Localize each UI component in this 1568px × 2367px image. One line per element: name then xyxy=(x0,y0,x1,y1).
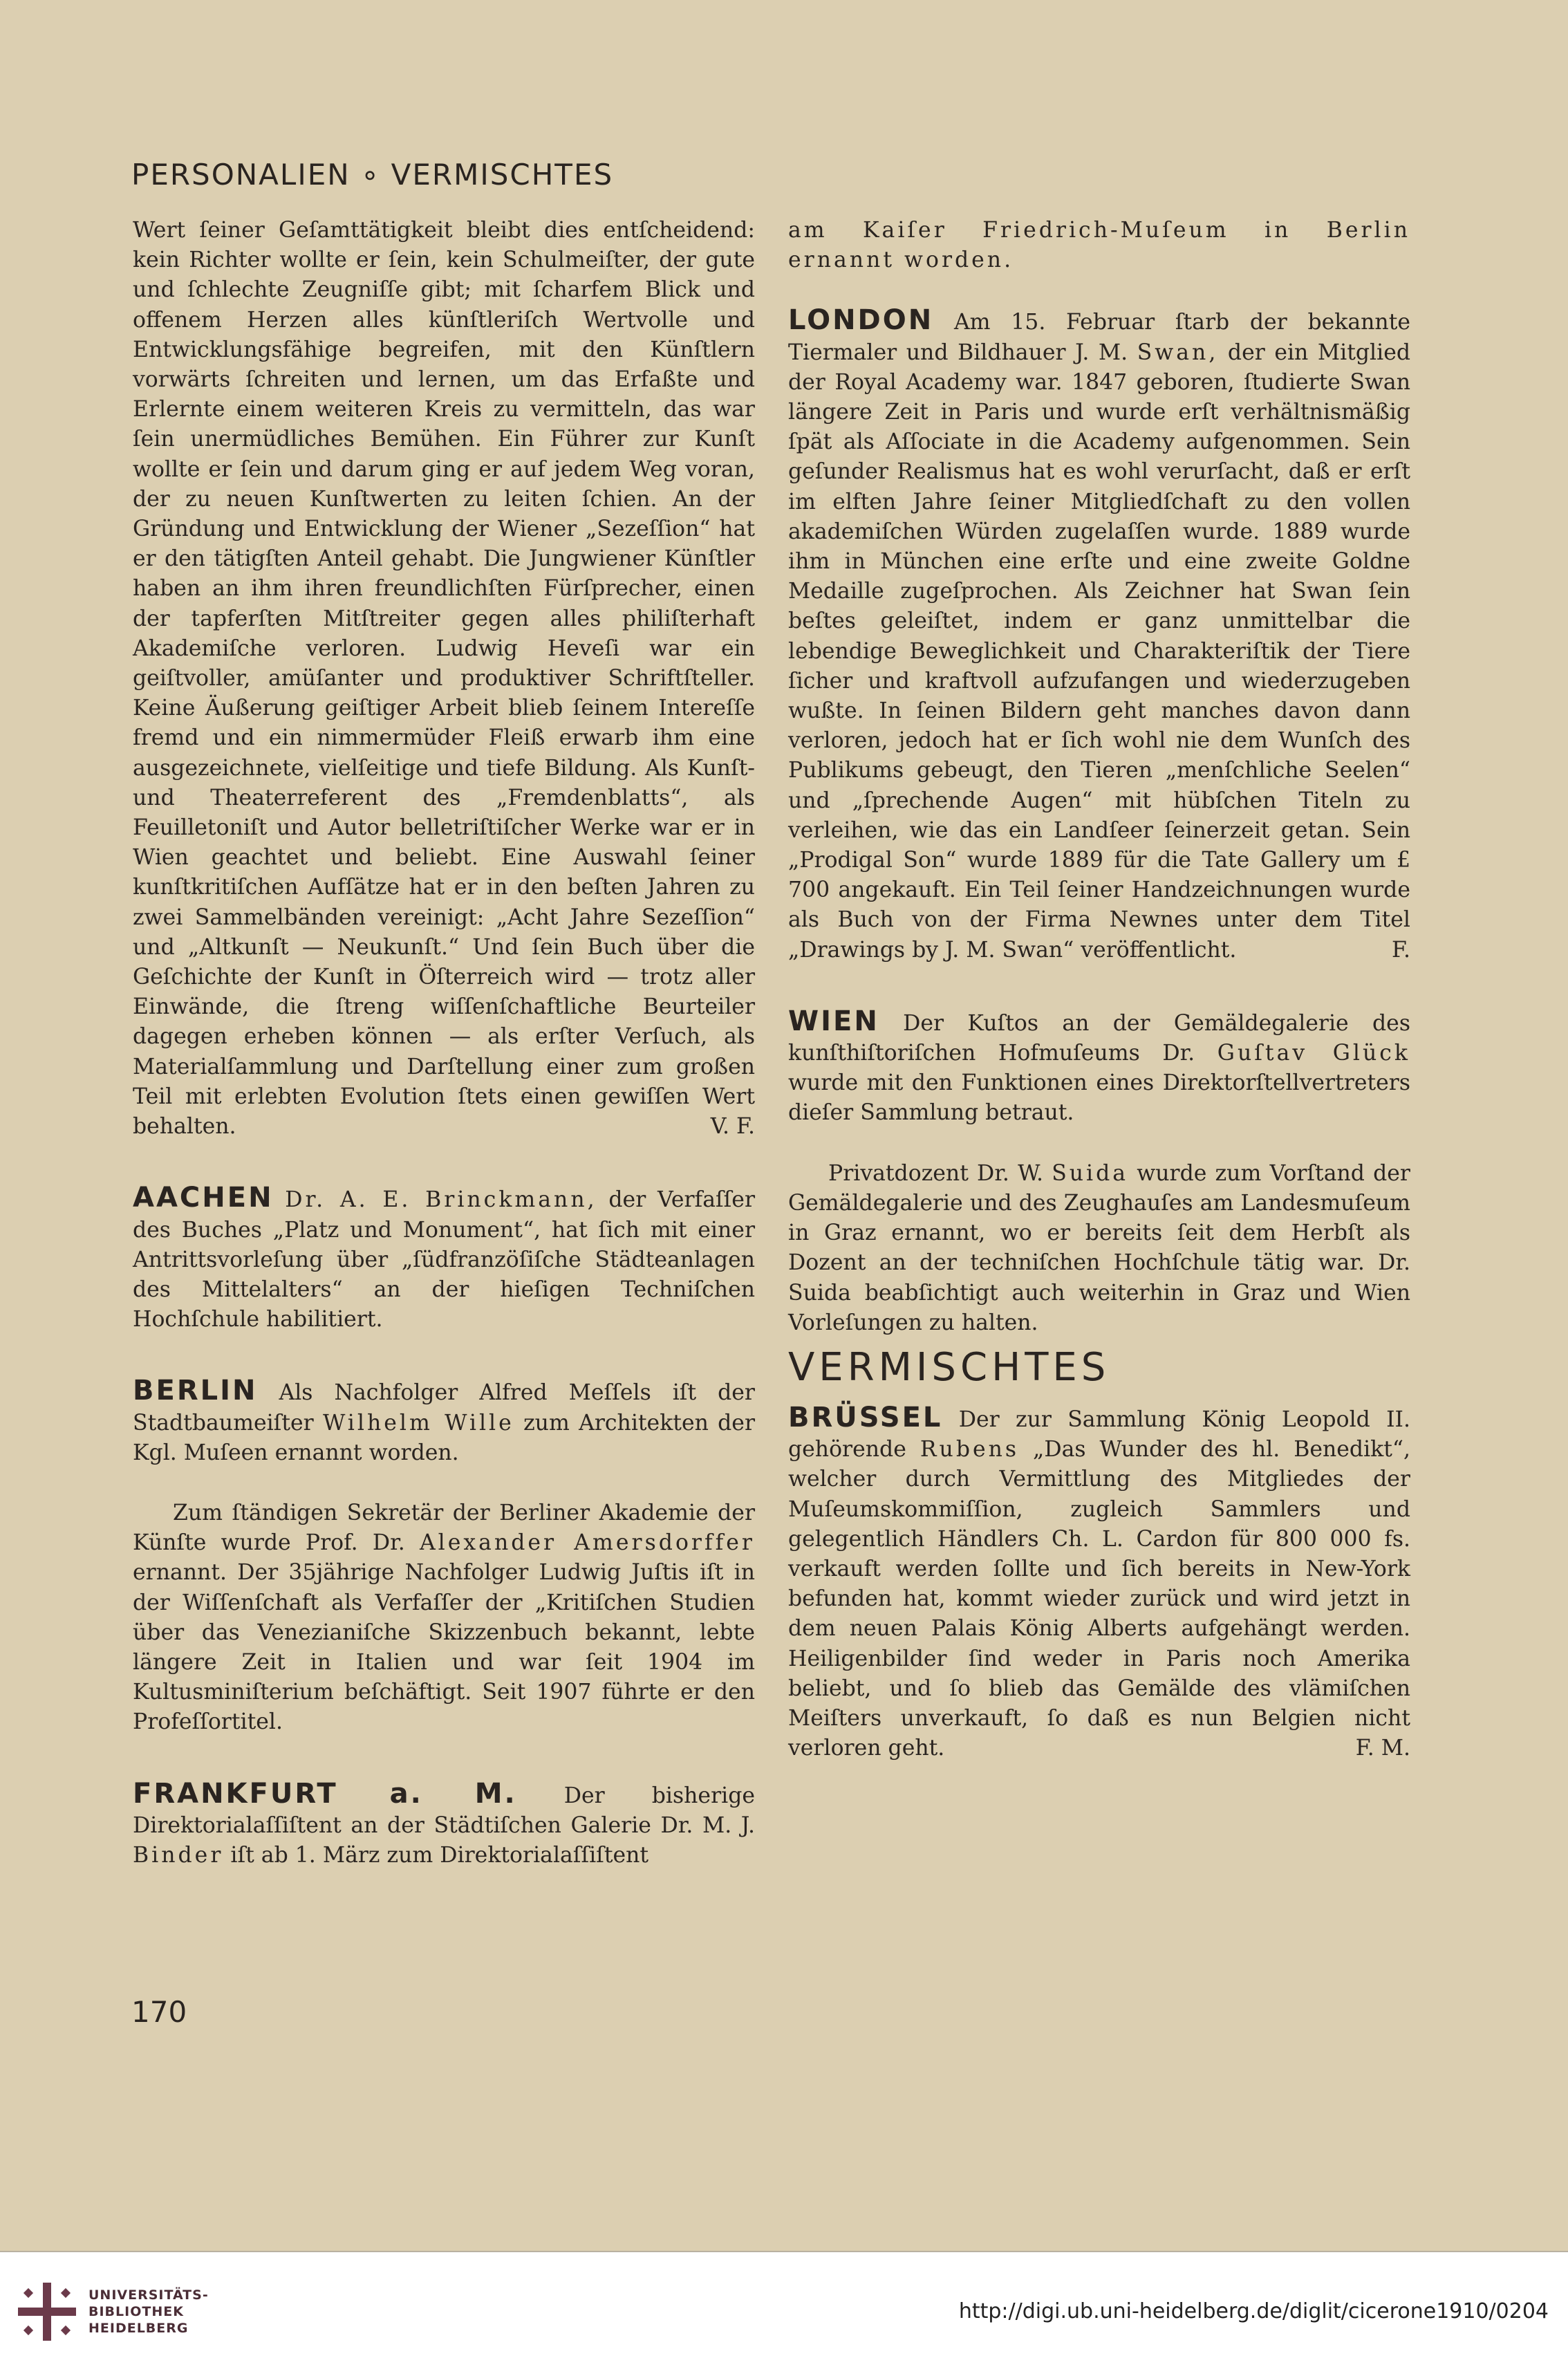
left-column xyxy=(133,216,755,1871)
section-heading-aachen: AACHEN xyxy=(133,1182,274,1214)
bruessel-entry xyxy=(788,1403,1410,1763)
entry-text: wurde mit den Funktionen eines Direktorſtellvertreters dieſer Sammlung betraut. xyxy=(788,1070,1410,1126)
signature: V. F. xyxy=(710,1114,755,1140)
entry-text: Der zur Sammlung König Leopold II. gehörende xyxy=(788,1407,1411,1463)
university-library-logo-icon xyxy=(15,2280,79,2343)
entry-text: Privatdozent Dr. W. xyxy=(828,1160,1043,1186)
library-footer xyxy=(0,2251,1568,2367)
berlin-entry-2 xyxy=(133,1498,755,1738)
hevesi-obituary-paragraph xyxy=(133,216,755,1142)
library-name-line: UNIVERSITÄTS- xyxy=(88,2287,209,2303)
person-name: Dr. A. E. Brinckmann, xyxy=(285,1187,597,1213)
entry-text: „Das Wunder des hl. Benedikt“, welcher durch Vermittlung des Mitgliedes der Muſeumskommiſſion, zugleich Sammlers und gelegentlich Händlers Ch. L. Cardon für 800 000 fs. verkauft werden ſollte und ſich bereits in New-York befunden hat, kommt wieder zurück und wird jetzt in dem neuen Palais König Alberts aufgehängt werden. Heiligenbilder ſind weder in Paris noch Amerika beliebt, und ſo blieb das Gemälde des vlämiſchen Meiſters unverkauft, ſo daß es nun Belgien nicht verloren geht. xyxy=(788,1437,1411,1761)
entry-text: Der bisherige Direktorialaſſiſtent an der Städtiſchen Galerie Dr. M. J. xyxy=(133,1783,756,1838)
entry-text: der Verfaſſer des Buches „Platz und Monument“, hat ſich mit einer Antrittsvorleſung über „ſüdfranzöſiſche Städteanlagen des Mittelalters“ an der hieſigen Techniſchen Hochſchule habilitiert. xyxy=(133,1187,755,1333)
person-name: Alexander Amersdorffer xyxy=(419,1530,755,1556)
source-url-link[interactable]: http://digi.ub.uni-heidelberg.de/diglit/cicerone1910/0204 xyxy=(958,2299,1549,2323)
library-name-line: HEIDELBERG xyxy=(88,2321,189,2336)
person-name: Rubens xyxy=(920,1437,1020,1463)
entry-text: der ein Mitglied der Royal Academy war. 1847 geboren, ſtudierte Swan längere Zeit in Paris und wurde erſt verhältnismäßig ſpät als Aſſociate in die Academy aufgenommen. Sein geſunder Realismus hat es wohl verurſacht, daß er erſt im elften Jahre ſeiner Mitgliedſchaft zu den vollen akademiſchen Würden zugelaſſen wurde. 1889 wurde ihm in München eine erſte und eine zweite Goldne Medaille zugeſprochen. Als Zeichner hat Swan ſein beſtes geleiſtet, indem er ganz unmittelbar die lebendige Beweglichkeit und Charakteriſtik der Tiere ſicher und kraftvoll aufzufangen und wiederzugeben wußte. In ſeinen Bildern geht manches davon dann verloren, jedoch hat er ſich wohl nie dem Wunſch des Publikums gebeugt, den Tieren „menſchliche Seelen“ und „ſprechende Augen“ mit hübſchen Titeln zu verleihen, wie das ein Landſeer ſeinerzeit getan. Sein „Prodigal Son“ wurde 1889 für die Tate Gallery um £ 700 angekauft. Ein Teil ſeiner Handzeichnungen wurde als Buch von der Firma Newnes unter dem Titel „Drawings by J. M. Swan“ veröffentlicht. xyxy=(788,340,1410,963)
entry-text: iſt ab 1. März zum Direktorialaſſiſtent xyxy=(230,1842,649,1868)
entry-text: ernannt. Der 35jährige Nachfolger Ludwig Juſtis iſt in der Wiſſenſchaft als Verfaſſer der „Kritiſchen Studien über das Venezianiſche Skizzenbuch bekannt, lebte längere Zeit in Italien und war ſeit 1904 im Kultusminiſterium beſchäftigt. Seit 1907 führte er den Profeſſortitel. xyxy=(133,1560,755,1735)
entry-text: zum Architekten der Kgl. Muſeen ernannt worden. xyxy=(133,1410,756,1465)
section-heading-london: LONDON xyxy=(788,304,934,337)
berlin-entry xyxy=(133,1376,755,1468)
person-name: Binder xyxy=(133,1842,224,1868)
section-heading-vermischtes: VERMISCHTES xyxy=(788,1344,1110,1390)
section-heading-bruessel: BRÜSSEL xyxy=(788,1401,943,1433)
signature: F. xyxy=(1392,937,1410,963)
library-name xyxy=(88,2287,209,2337)
section-heading-frankfurt: FRANKFURT a. M. xyxy=(133,1777,517,1810)
entry-text: wurde zum Vorſtand der Gemäldegalerie und des Zeughauſes am Landesmuſeum in Graz ernannt, wo er bereits ſeit dem Herbſt als Dozent an der techniſchen Hochſchule tätig war. Dr. Suida beabſichtigt auch weiterhin in Graz und Wien Vorleſungen zu halten. xyxy=(788,1160,1410,1335)
entry-text: Als Nachfolger Alfred Meſſels iſt der Stadtbaumeiſter xyxy=(133,1380,755,1436)
continuation-text xyxy=(788,216,1410,275)
wien-entry-2 xyxy=(788,1159,1410,1338)
person-name: Guſtav Glück xyxy=(1217,1041,1410,1066)
page-number: 170 xyxy=(131,1995,187,2029)
entry-text: Am 15. Februar ſtarb der bekannte Tiermaler und Bildhauer J. M. xyxy=(788,310,1410,365)
right-column xyxy=(788,216,1410,1763)
entry-text: am Kaiſer Friedrich-Muſeum in Berlin ernannt worden. xyxy=(788,218,1410,273)
person-name: Suida xyxy=(1052,1160,1129,1186)
library-name-line: BIBLIOTHEK xyxy=(88,2304,184,2319)
person-name: Wilhelm Wille xyxy=(322,1410,514,1436)
frankfurt-entry xyxy=(133,1779,755,1871)
london-entry xyxy=(788,306,1410,965)
hevesi-obituary-text: Wert ſeiner Geſamttätigkeit bleibt dies entſcheidend: kein Richter wollte er ſein, kein Schulmeiſter, der gute und ſchlechte Zeugniſſe gibt; mit ſcharfem Blick und offenem Herzen alles künſtleriſch Wertvolle und Entwicklungsfähige begreifen, mit den Künſtlern vorwärts ſchreiten und lernen, um das Erfaßte und Erlernte einem weiteren Kreis zu vermitteln, das war ſein unermüdliches Bemühen. Ein Führer zur Kunſt wollte er ſein und darum ging er auf jedem Weg voran, der zu neuen Kunſtwerten zu leiten ſchien. An der Gründung und Entwicklung der Wiener „Sezeſſion“ hat er den tätigſten Anteil gehabt. Die Jungwiener Künſtler haben an ihm ihren freundlichſten Fürſprecher, einen der tapferſten Mitſtreiter gegen alles philiſterhaft Akademiſche verloren. Ludwig Heveſi war ein geiſtvoller, amüſanter und produktiver Schriftſteller. Keine Äußerung geiſtiger Arbeit blieb ſeinem Intereſſe fremd und ein nimmermüder Fleiß erwarb ihm eine ausgezeichnete, vielſeitige und tiefe Bildung. Als Kunſt- und Theaterreferent des „Fremdenblatts“, als Feuilletoniſt und Autor belletriſtiſcher Werke war er in Wien geachtet und beliebt. Eine Auswahl ſeiner kunſtkritiſchen Aufſätze hat er in den beſten Jahren zu zwei Sammelbänden vereinigt: „Acht Jahre Sezeſſion“ und „Altkunſt — Neukunſt.“ Und ſein Buch über die Geſchichte der Kunſt in Öſterreich wird — trotz aller Einwände, die ſtreng wiſſenſchaftliche Beurteiler dagegen erheben können — als erſter Verſuch, als Materialſammlung und Darſtellung einer zum großen Teil mit erlebten Evolution ſtets einen gewiſſen Wert behalten. xyxy=(133,218,755,1140)
signature: F. M. xyxy=(1355,1736,1410,1761)
entry-text: Zum ſtändigen Sekretär der Berliner Akademie der Künſte wurde Prof. Dr. xyxy=(133,1500,755,1556)
running-head: PERSONALIEN ∘ VERMISCHTES xyxy=(131,158,614,192)
section-heading-wien: WIEN xyxy=(788,1005,879,1037)
entry-text: Der Kuſtos an der Gemäldegalerie des kunſthiſtoriſchen Hofmuſeums Dr. xyxy=(788,1010,1410,1066)
aachen-entry xyxy=(133,1183,755,1335)
section-heading-berlin: BERLIN xyxy=(133,1375,258,1407)
person-name: Swan, xyxy=(1137,340,1219,365)
wien-entry xyxy=(788,1007,1410,1129)
